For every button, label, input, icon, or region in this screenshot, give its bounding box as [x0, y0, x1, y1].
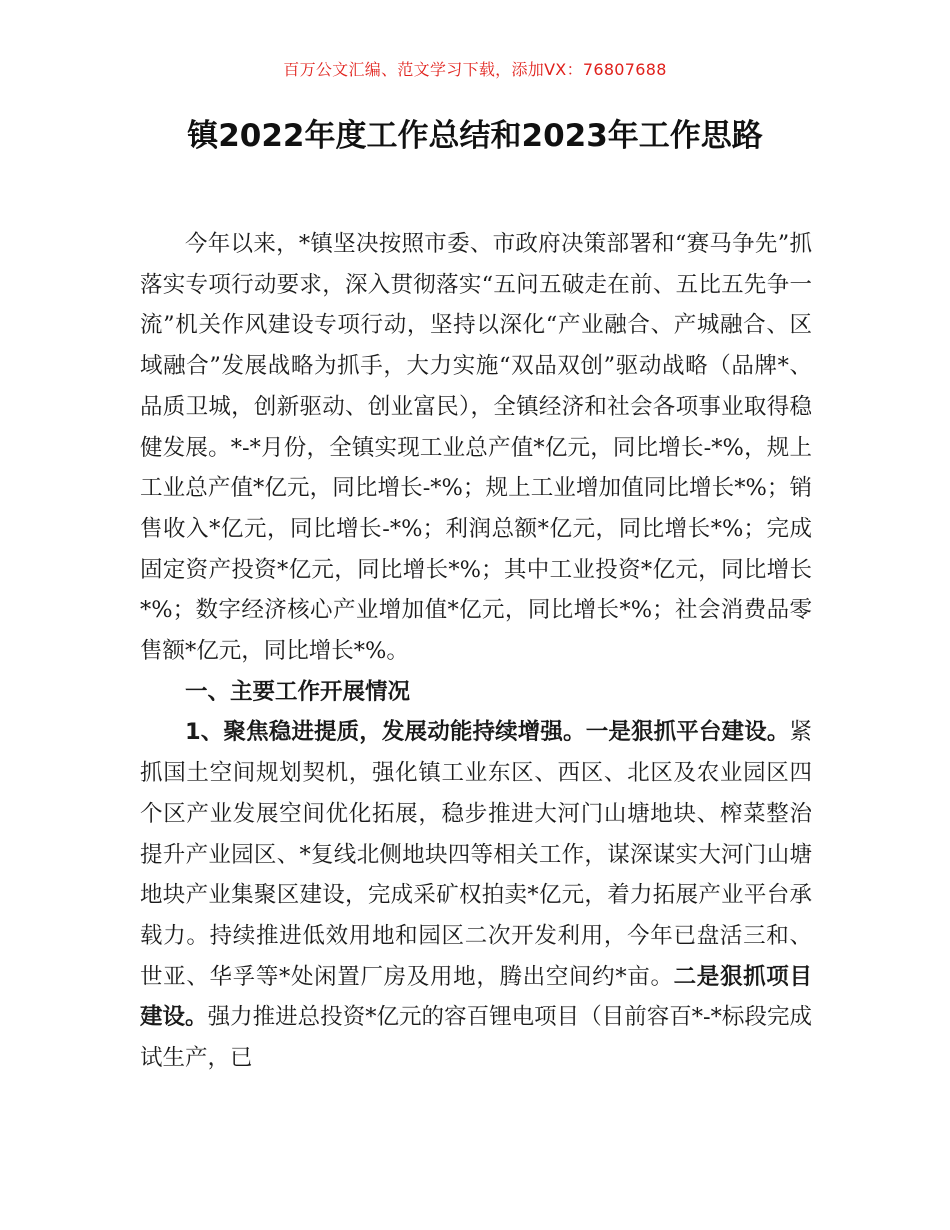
section-heading: 一、主要工作开展情况 — [185, 678, 411, 705]
subsection-text: 强力推进总投资*亿元的容百锂电项目（目前容百*-*标段完成试生产，已 — [140, 1004, 812, 1072]
document-body — [140, 224, 812, 1079]
document-title: 镇2022年度工作总结和2023年工作思路 — [187, 118, 763, 154]
header-banner: 百万公文汇编、范文学习下载，添加VX：76807688 — [283, 60, 667, 79]
subsection-title: 二是狠抓项目建设。 — [140, 963, 812, 1031]
subsection-title: 一是狠抓平台建设。 — [585, 719, 790, 746]
paragraph-lead: 1、聚焦稳进提质，发展动能持续增强。 — [185, 719, 586, 746]
intro-paragraph: 今年以来，*镇坚决按照市委、市政府决策部署和“赛马争先”抓落实专项行动要求，深入贯彻落实“五问五破走在前、五比五先争一流”机关作风建设专项行动，坚持以深化“产业融合、产城融合、区域融合”发展战略为抓手，大力实施“双品双创”驱动战略（品牌*、品质卫城，创新驱动、创业富民），全镇经济和社会各项事业取得稳健发展。*-*月份，全镇实现工业总产值*亿元，同比增长-*%，规上工业总产值*亿元，同比增长-*%；规上工业增加值同比增长*%；销售收入*亿元，同比增长-*%；利润总额*亿元，同比增长*%；完成固定资产投资*亿元，同比增长*%；其中工业投资*亿元，同比增长*%；数字经济核心产业增加值*亿元，同比增长*%；社会消费品零售额*亿元，同比增长*%。 — [140, 231, 812, 665]
subsection-text: 紧抓国土空间规划契机，强化镇工业东区、西区、北区及农业园区四个区产业发展空间优化拓展，稳步推进大河门山塘地块、榨菜整治提升产业园区、*复线北侧地块四等相关工作，谋深谋实大河门山塘地块产业集聚区建设，完成采矿权拍卖*亿元，着力拓展产业平台承载力。持续推进低效用地和园区二次开发利用，今年已盘活三和、世亚、华孚等*处闲置厂房及用地，腾出空间约*亩。 — [140, 719, 812, 990]
body-paragraph — [140, 712, 812, 1078]
